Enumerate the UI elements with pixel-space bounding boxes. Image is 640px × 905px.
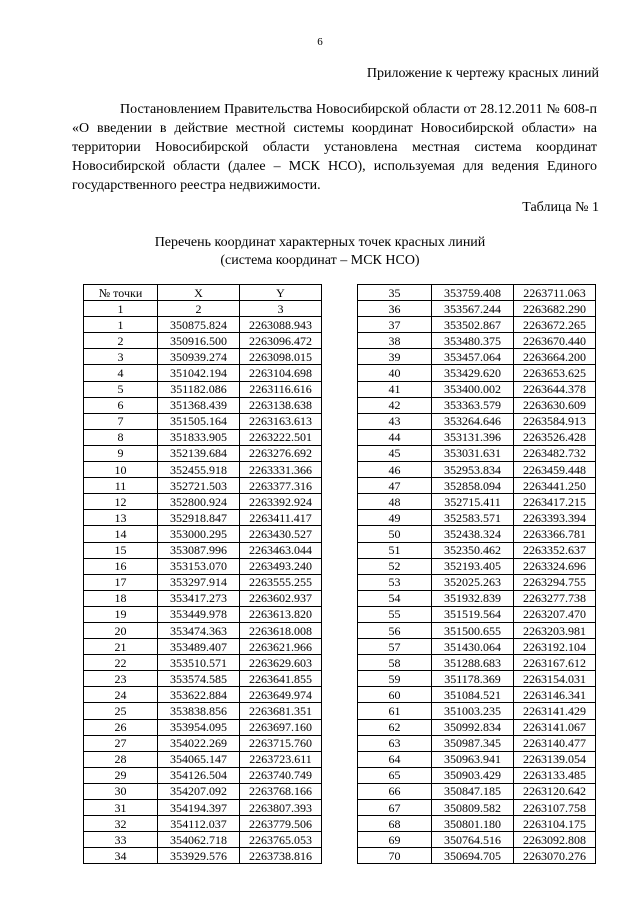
y-coordinate-cell: 2263618.008	[240, 622, 322, 638]
table-row	[358, 606, 596, 622]
table-caption	[0, 234, 640, 270]
point-number-cell: 35	[358, 285, 432, 301]
table-row	[358, 542, 596, 558]
point-number-cell: 48	[358, 494, 432, 510]
table-row	[358, 494, 596, 510]
point-number-cell: 66	[358, 783, 432, 799]
y-coordinate-cell: 2263392.924	[240, 494, 322, 510]
table-row	[358, 832, 596, 848]
y-coordinate-cell: 2263393.394	[514, 510, 596, 526]
point-number-cell: 64	[358, 751, 432, 767]
point-number-cell: 44	[358, 429, 432, 445]
table-row	[84, 365, 322, 381]
x-coordinate-cell: 353031.631	[432, 445, 514, 461]
y-coordinate-cell: 2263441.250	[514, 478, 596, 494]
table-row	[358, 429, 596, 445]
point-number-cell: 10	[84, 462, 158, 478]
point-number-cell: 7	[84, 413, 158, 429]
x-coordinate-cell: 350694.705	[432, 848, 514, 864]
x-coordinate-cell: 351042.194	[158, 365, 240, 381]
x-coordinate-cell: 352025.263	[432, 574, 514, 590]
table-row	[84, 671, 322, 687]
table-row	[358, 478, 596, 494]
index-y: 3	[240, 301, 322, 317]
x-coordinate-cell: 350847.185	[432, 783, 514, 799]
table-row	[358, 365, 596, 381]
table-row	[84, 494, 322, 510]
header-y: Y	[240, 285, 322, 301]
caption-line-2: (система координат – МСК НСО)	[220, 253, 420, 268]
table-row	[84, 816, 322, 832]
table-row	[84, 735, 322, 751]
x-coordinate-cell: 353417.273	[158, 590, 240, 606]
point-number-cell: 8	[84, 429, 158, 445]
point-number-cell: 22	[84, 655, 158, 671]
point-number-cell: 6	[84, 397, 158, 413]
y-coordinate-cell: 2263294.755	[514, 574, 596, 590]
x-coordinate-cell: 353000.295	[158, 526, 240, 542]
y-coordinate-cell: 2263104.698	[240, 365, 322, 381]
point-number-cell: 17	[84, 574, 158, 590]
x-coordinate-cell: 353502.867	[432, 317, 514, 333]
point-number-cell: 13	[84, 510, 158, 526]
y-coordinate-cell: 2263141.429	[514, 703, 596, 719]
table-row	[84, 333, 322, 349]
table-row	[84, 429, 322, 445]
y-coordinate-cell: 2263629.603	[240, 655, 322, 671]
coordinates-table-left	[83, 284, 322, 864]
point-number-cell: 41	[358, 381, 432, 397]
x-coordinate-cell: 350939.274	[158, 349, 240, 365]
table-row	[358, 574, 596, 590]
table-row	[84, 719, 322, 735]
point-number-cell: 58	[358, 655, 432, 671]
x-coordinate-cell: 353929.576	[158, 848, 240, 864]
x-coordinate-cell: 352350.462	[432, 542, 514, 558]
y-coordinate-cell: 2263163.613	[240, 413, 322, 429]
point-number-cell: 54	[358, 590, 432, 606]
point-number-cell: 27	[84, 735, 158, 751]
table-row	[358, 317, 596, 333]
table-row	[84, 574, 322, 590]
point-number-cell: 46	[358, 462, 432, 478]
x-coordinate-cell: 351178.369	[432, 671, 514, 687]
x-coordinate-cell: 353567.244	[432, 301, 514, 317]
table-row	[358, 848, 596, 864]
y-coordinate-cell: 2263417.215	[514, 494, 596, 510]
x-coordinate-cell: 352858.094	[432, 478, 514, 494]
table-row	[358, 671, 596, 687]
header-x: X	[158, 285, 240, 301]
x-coordinate-cell: 351519.564	[432, 606, 514, 622]
y-coordinate-cell: 2263740.749	[240, 767, 322, 783]
y-coordinate-cell: 2263584.913	[514, 413, 596, 429]
table-row	[84, 800, 322, 816]
point-number-cell: 67	[358, 800, 432, 816]
y-coordinate-cell: 2263613.820	[240, 606, 322, 622]
y-coordinate-cell: 2263779.506	[240, 816, 322, 832]
x-coordinate-cell: 350963.941	[432, 751, 514, 767]
y-coordinate-cell: 2263092.808	[514, 832, 596, 848]
point-number-cell: 61	[358, 703, 432, 719]
table-label: Таблица № 1	[522, 200, 599, 215]
x-coordinate-cell: 354194.397	[158, 800, 240, 816]
x-coordinate-cell: 351500.655	[432, 622, 514, 638]
y-coordinate-cell: 2263765.053	[240, 832, 322, 848]
y-coordinate-cell: 2263630.609	[514, 397, 596, 413]
table-row	[358, 655, 596, 671]
table-row	[84, 542, 322, 558]
table-row	[84, 349, 322, 365]
y-coordinate-cell: 2263377.316	[240, 478, 322, 494]
table-row	[84, 317, 322, 333]
x-coordinate-cell: 352455.918	[158, 462, 240, 478]
x-coordinate-cell: 352715.411	[432, 494, 514, 510]
table-row	[358, 816, 596, 832]
y-coordinate-cell: 2263331.366	[240, 462, 322, 478]
point-number-cell: 14	[84, 526, 158, 542]
table-row	[84, 526, 322, 542]
table-row	[84, 413, 322, 429]
point-number-cell: 11	[84, 478, 158, 494]
point-number-cell: 18	[84, 590, 158, 606]
x-coordinate-cell: 351084.521	[432, 687, 514, 703]
table-row	[84, 783, 322, 799]
y-coordinate-cell: 2263352.637	[514, 542, 596, 558]
table-row	[358, 413, 596, 429]
table-row	[84, 655, 322, 671]
y-coordinate-cell: 2263768.166	[240, 783, 322, 799]
table-row	[358, 639, 596, 655]
table-row	[84, 590, 322, 606]
table-header-row	[84, 285, 322, 301]
point-number-cell: 15	[84, 542, 158, 558]
table-row	[358, 767, 596, 783]
table-row	[358, 462, 596, 478]
table-row	[84, 478, 322, 494]
table-row	[84, 639, 322, 655]
y-coordinate-cell: 2263493.240	[240, 558, 322, 574]
point-number-cell: 21	[84, 639, 158, 655]
point-number-cell: 12	[84, 494, 158, 510]
table-row	[84, 445, 322, 461]
caption-line-1: Перечень координат характерных точек красных линий	[154, 235, 486, 250]
y-coordinate-cell: 2263070.276	[514, 848, 596, 864]
x-coordinate-cell: 354062.718	[158, 832, 240, 848]
y-coordinate-cell: 2263277.738	[514, 590, 596, 606]
table-row	[358, 510, 596, 526]
x-coordinate-cell: 353474.363	[158, 622, 240, 638]
x-coordinate-cell: 351932.839	[432, 590, 514, 606]
x-coordinate-cell: 353622.884	[158, 687, 240, 703]
y-coordinate-cell: 2263139.054	[514, 751, 596, 767]
x-coordinate-cell: 353449.978	[158, 606, 240, 622]
point-number-cell: 20	[84, 622, 158, 638]
point-number-cell: 57	[358, 639, 432, 655]
x-coordinate-cell: 350875.824	[158, 317, 240, 333]
table-row	[358, 445, 596, 461]
y-coordinate-cell: 2263098.015	[240, 349, 322, 365]
table-row	[84, 510, 322, 526]
index-point-number: 1	[84, 301, 158, 317]
point-number-cell: 68	[358, 816, 432, 832]
x-coordinate-cell: 352918.847	[158, 510, 240, 526]
x-coordinate-cell: 353363.579	[432, 397, 514, 413]
y-coordinate-cell: 2263672.265	[514, 317, 596, 333]
y-coordinate-cell: 2263459.448	[514, 462, 596, 478]
y-coordinate-cell: 2263141.067	[514, 719, 596, 735]
y-coordinate-cell: 2263222.501	[240, 429, 322, 445]
point-number-cell: 38	[358, 333, 432, 349]
x-coordinate-cell: 353489.407	[158, 639, 240, 655]
x-coordinate-cell: 353954.095	[158, 719, 240, 735]
table-row	[358, 703, 596, 719]
y-coordinate-cell: 2263482.732	[514, 445, 596, 461]
y-coordinate-cell: 2263154.031	[514, 671, 596, 687]
table-row	[84, 622, 322, 638]
x-coordinate-cell: 353457.064	[432, 349, 514, 365]
point-number-cell: 70	[358, 848, 432, 864]
index-x: 2	[158, 301, 240, 317]
x-coordinate-cell: 354126.504	[158, 767, 240, 783]
x-coordinate-cell: 353574.585	[158, 671, 240, 687]
y-coordinate-cell: 2263167.612	[514, 655, 596, 671]
point-number-cell: 26	[84, 719, 158, 735]
y-coordinate-cell: 2263670.440	[514, 333, 596, 349]
table-row	[358, 783, 596, 799]
y-coordinate-cell: 2263088.943	[240, 317, 322, 333]
x-coordinate-cell: 350903.429	[432, 767, 514, 783]
table-row	[84, 751, 322, 767]
y-coordinate-cell: 2263120.642	[514, 783, 596, 799]
x-coordinate-cell: 353429.620	[432, 365, 514, 381]
x-coordinate-cell: 350764.516	[432, 832, 514, 848]
table-row	[358, 800, 596, 816]
y-coordinate-cell: 2263641.855	[240, 671, 322, 687]
x-coordinate-cell: 350987.345	[432, 735, 514, 751]
point-number-cell: 69	[358, 832, 432, 848]
point-number-cell: 5	[84, 381, 158, 397]
point-number-cell: 52	[358, 558, 432, 574]
y-coordinate-cell: 2263807.393	[240, 800, 322, 816]
table-row	[358, 751, 596, 767]
table-row	[358, 622, 596, 638]
x-coordinate-cell: 350801.180	[432, 816, 514, 832]
x-coordinate-cell: 353838.856	[158, 703, 240, 719]
table-row	[358, 397, 596, 413]
x-coordinate-cell: 352953.834	[432, 462, 514, 478]
point-number-cell: 9	[84, 445, 158, 461]
y-coordinate-cell: 2263411.417	[240, 510, 322, 526]
table-row	[84, 832, 322, 848]
point-number-cell: 19	[84, 606, 158, 622]
point-number-cell: 25	[84, 703, 158, 719]
x-coordinate-cell: 353400.002	[432, 381, 514, 397]
point-number-cell: 29	[84, 767, 158, 783]
x-coordinate-cell: 351430.064	[432, 639, 514, 655]
header-point-number: № точки	[84, 285, 158, 301]
point-number-cell: 31	[84, 800, 158, 816]
table-row	[358, 558, 596, 574]
y-coordinate-cell: 2263697.160	[240, 719, 322, 735]
table-row	[84, 687, 322, 703]
y-coordinate-cell: 2263715.760	[240, 735, 322, 751]
y-coordinate-cell: 2263116.616	[240, 381, 322, 397]
x-coordinate-cell: 353264.646	[432, 413, 514, 429]
point-number-cell: 16	[84, 558, 158, 574]
x-coordinate-cell: 354065.147	[158, 751, 240, 767]
point-number-cell: 43	[358, 413, 432, 429]
point-number-cell: 24	[84, 687, 158, 703]
y-coordinate-cell: 2263682.290	[514, 301, 596, 317]
x-coordinate-cell: 353480.375	[432, 333, 514, 349]
y-coordinate-cell: 2263664.200	[514, 349, 596, 365]
point-number-cell: 28	[84, 751, 158, 767]
y-coordinate-cell: 2263203.981	[514, 622, 596, 638]
table-row	[84, 558, 322, 574]
x-coordinate-cell: 353759.408	[432, 285, 514, 301]
x-coordinate-cell: 351368.439	[158, 397, 240, 413]
x-coordinate-cell: 351288.683	[432, 655, 514, 671]
y-coordinate-cell: 2263621.966	[240, 639, 322, 655]
y-coordinate-cell: 2263602.937	[240, 590, 322, 606]
y-coordinate-cell: 2263366.781	[514, 526, 596, 542]
table-row	[358, 301, 596, 317]
table-row	[358, 381, 596, 397]
point-number-cell: 56	[358, 622, 432, 638]
point-number-cell: 51	[358, 542, 432, 558]
x-coordinate-cell: 351505.164	[158, 413, 240, 429]
y-coordinate-cell: 2263738.816	[240, 848, 322, 864]
x-coordinate-cell: 350916.500	[158, 333, 240, 349]
x-coordinate-cell: 354022.269	[158, 735, 240, 751]
y-coordinate-cell: 2263681.351	[240, 703, 322, 719]
table-row	[358, 526, 596, 542]
point-number-cell: 63	[358, 735, 432, 751]
table-row	[358, 735, 596, 751]
x-coordinate-cell: 352139.684	[158, 445, 240, 461]
x-coordinate-cell: 354112.037	[158, 816, 240, 832]
table-row	[358, 719, 596, 735]
y-coordinate-cell: 2263207.470	[514, 606, 596, 622]
y-coordinate-cell: 2263644.378	[514, 381, 596, 397]
table-row	[84, 848, 322, 864]
y-coordinate-cell: 2263653.625	[514, 365, 596, 381]
x-coordinate-cell: 352800.924	[158, 494, 240, 510]
point-number-cell: 32	[84, 816, 158, 832]
y-coordinate-cell: 2263723.611	[240, 751, 322, 767]
y-coordinate-cell: 2263140.477	[514, 735, 596, 751]
y-coordinate-cell: 2263711.063	[514, 285, 596, 301]
point-number-cell: 62	[358, 719, 432, 735]
point-number-cell: 1	[84, 317, 158, 333]
y-coordinate-cell: 2263138.638	[240, 397, 322, 413]
table-row	[84, 606, 322, 622]
x-coordinate-cell: 350992.834	[432, 719, 514, 735]
point-number-cell: 2	[84, 333, 158, 349]
x-coordinate-cell: 350809.582	[432, 800, 514, 816]
point-number-cell: 53	[358, 574, 432, 590]
x-coordinate-cell: 352438.324	[432, 526, 514, 542]
y-coordinate-cell: 2263555.255	[240, 574, 322, 590]
table-row	[84, 397, 322, 413]
point-number-cell: 59	[358, 671, 432, 687]
x-coordinate-cell: 353297.914	[158, 574, 240, 590]
point-number-cell: 55	[358, 606, 432, 622]
y-coordinate-cell: 2263463.044	[240, 542, 322, 558]
intro-paragraph: Постановлением Правительства Новосибирской области от 28.12.2011 № 608-п «О введении в действие местной системы координат Новосибирской области» на территории Новосибирской области установлена местная система координат Новосибирской области (далее – МСК НСО), используемая для ведения Единого государственного реестра недвижимости.	[72, 102, 597, 193]
point-number-cell: 4	[84, 365, 158, 381]
table-row	[84, 703, 322, 719]
table-row	[358, 687, 596, 703]
y-coordinate-cell: 2263430.527	[240, 526, 322, 542]
page-number: 6	[317, 36, 323, 48]
y-coordinate-cell: 2263104.175	[514, 816, 596, 832]
table-row	[84, 462, 322, 478]
point-number-cell: 47	[358, 478, 432, 494]
x-coordinate-cell: 353131.396	[432, 429, 514, 445]
y-coordinate-cell: 2263133.485	[514, 767, 596, 783]
y-coordinate-cell: 2263096.472	[240, 333, 322, 349]
point-number-cell: 37	[358, 317, 432, 333]
coordinates-table-right	[357, 284, 596, 864]
x-coordinate-cell: 352193.405	[432, 558, 514, 574]
point-number-cell: 49	[358, 510, 432, 526]
x-coordinate-cell: 353153.070	[158, 558, 240, 574]
x-coordinate-cell: 352721.503	[158, 478, 240, 494]
appendix-title: Приложение к чертежу красных линий	[366, 66, 599, 81]
point-number-cell: 40	[358, 365, 432, 381]
table-index-row	[84, 301, 322, 317]
y-coordinate-cell: 2263526.428	[514, 429, 596, 445]
y-coordinate-cell: 2263324.696	[514, 558, 596, 574]
point-number-cell: 60	[358, 687, 432, 703]
point-number-cell: 30	[84, 783, 158, 799]
point-number-cell: 33	[84, 832, 158, 848]
table-row	[84, 381, 322, 397]
point-number-cell: 50	[358, 526, 432, 542]
x-coordinate-cell: 351833.905	[158, 429, 240, 445]
point-number-cell: 3	[84, 349, 158, 365]
x-coordinate-cell: 353087.996	[158, 542, 240, 558]
x-coordinate-cell: 352583.571	[432, 510, 514, 526]
point-number-cell: 65	[358, 767, 432, 783]
x-coordinate-cell: 351182.086	[158, 381, 240, 397]
table-row	[358, 285, 596, 301]
y-coordinate-cell: 2263192.104	[514, 639, 596, 655]
point-number-cell: 39	[358, 349, 432, 365]
y-coordinate-cell: 2263649.974	[240, 687, 322, 703]
point-number-cell: 45	[358, 445, 432, 461]
point-number-cell: 36	[358, 301, 432, 317]
y-coordinate-cell: 2263107.758	[514, 800, 596, 816]
y-coordinate-cell: 2263146.341	[514, 687, 596, 703]
point-number-cell: 34	[84, 848, 158, 864]
table-row	[358, 333, 596, 349]
x-coordinate-cell: 354207.092	[158, 783, 240, 799]
table-row	[358, 590, 596, 606]
y-coordinate-cell: 2263276.692	[240, 445, 322, 461]
point-number-cell: 42	[358, 397, 432, 413]
x-coordinate-cell: 353510.571	[158, 655, 240, 671]
table-row	[358, 349, 596, 365]
x-coordinate-cell: 351003.235	[432, 703, 514, 719]
table-row	[84, 767, 322, 783]
point-number-cell: 23	[84, 671, 158, 687]
